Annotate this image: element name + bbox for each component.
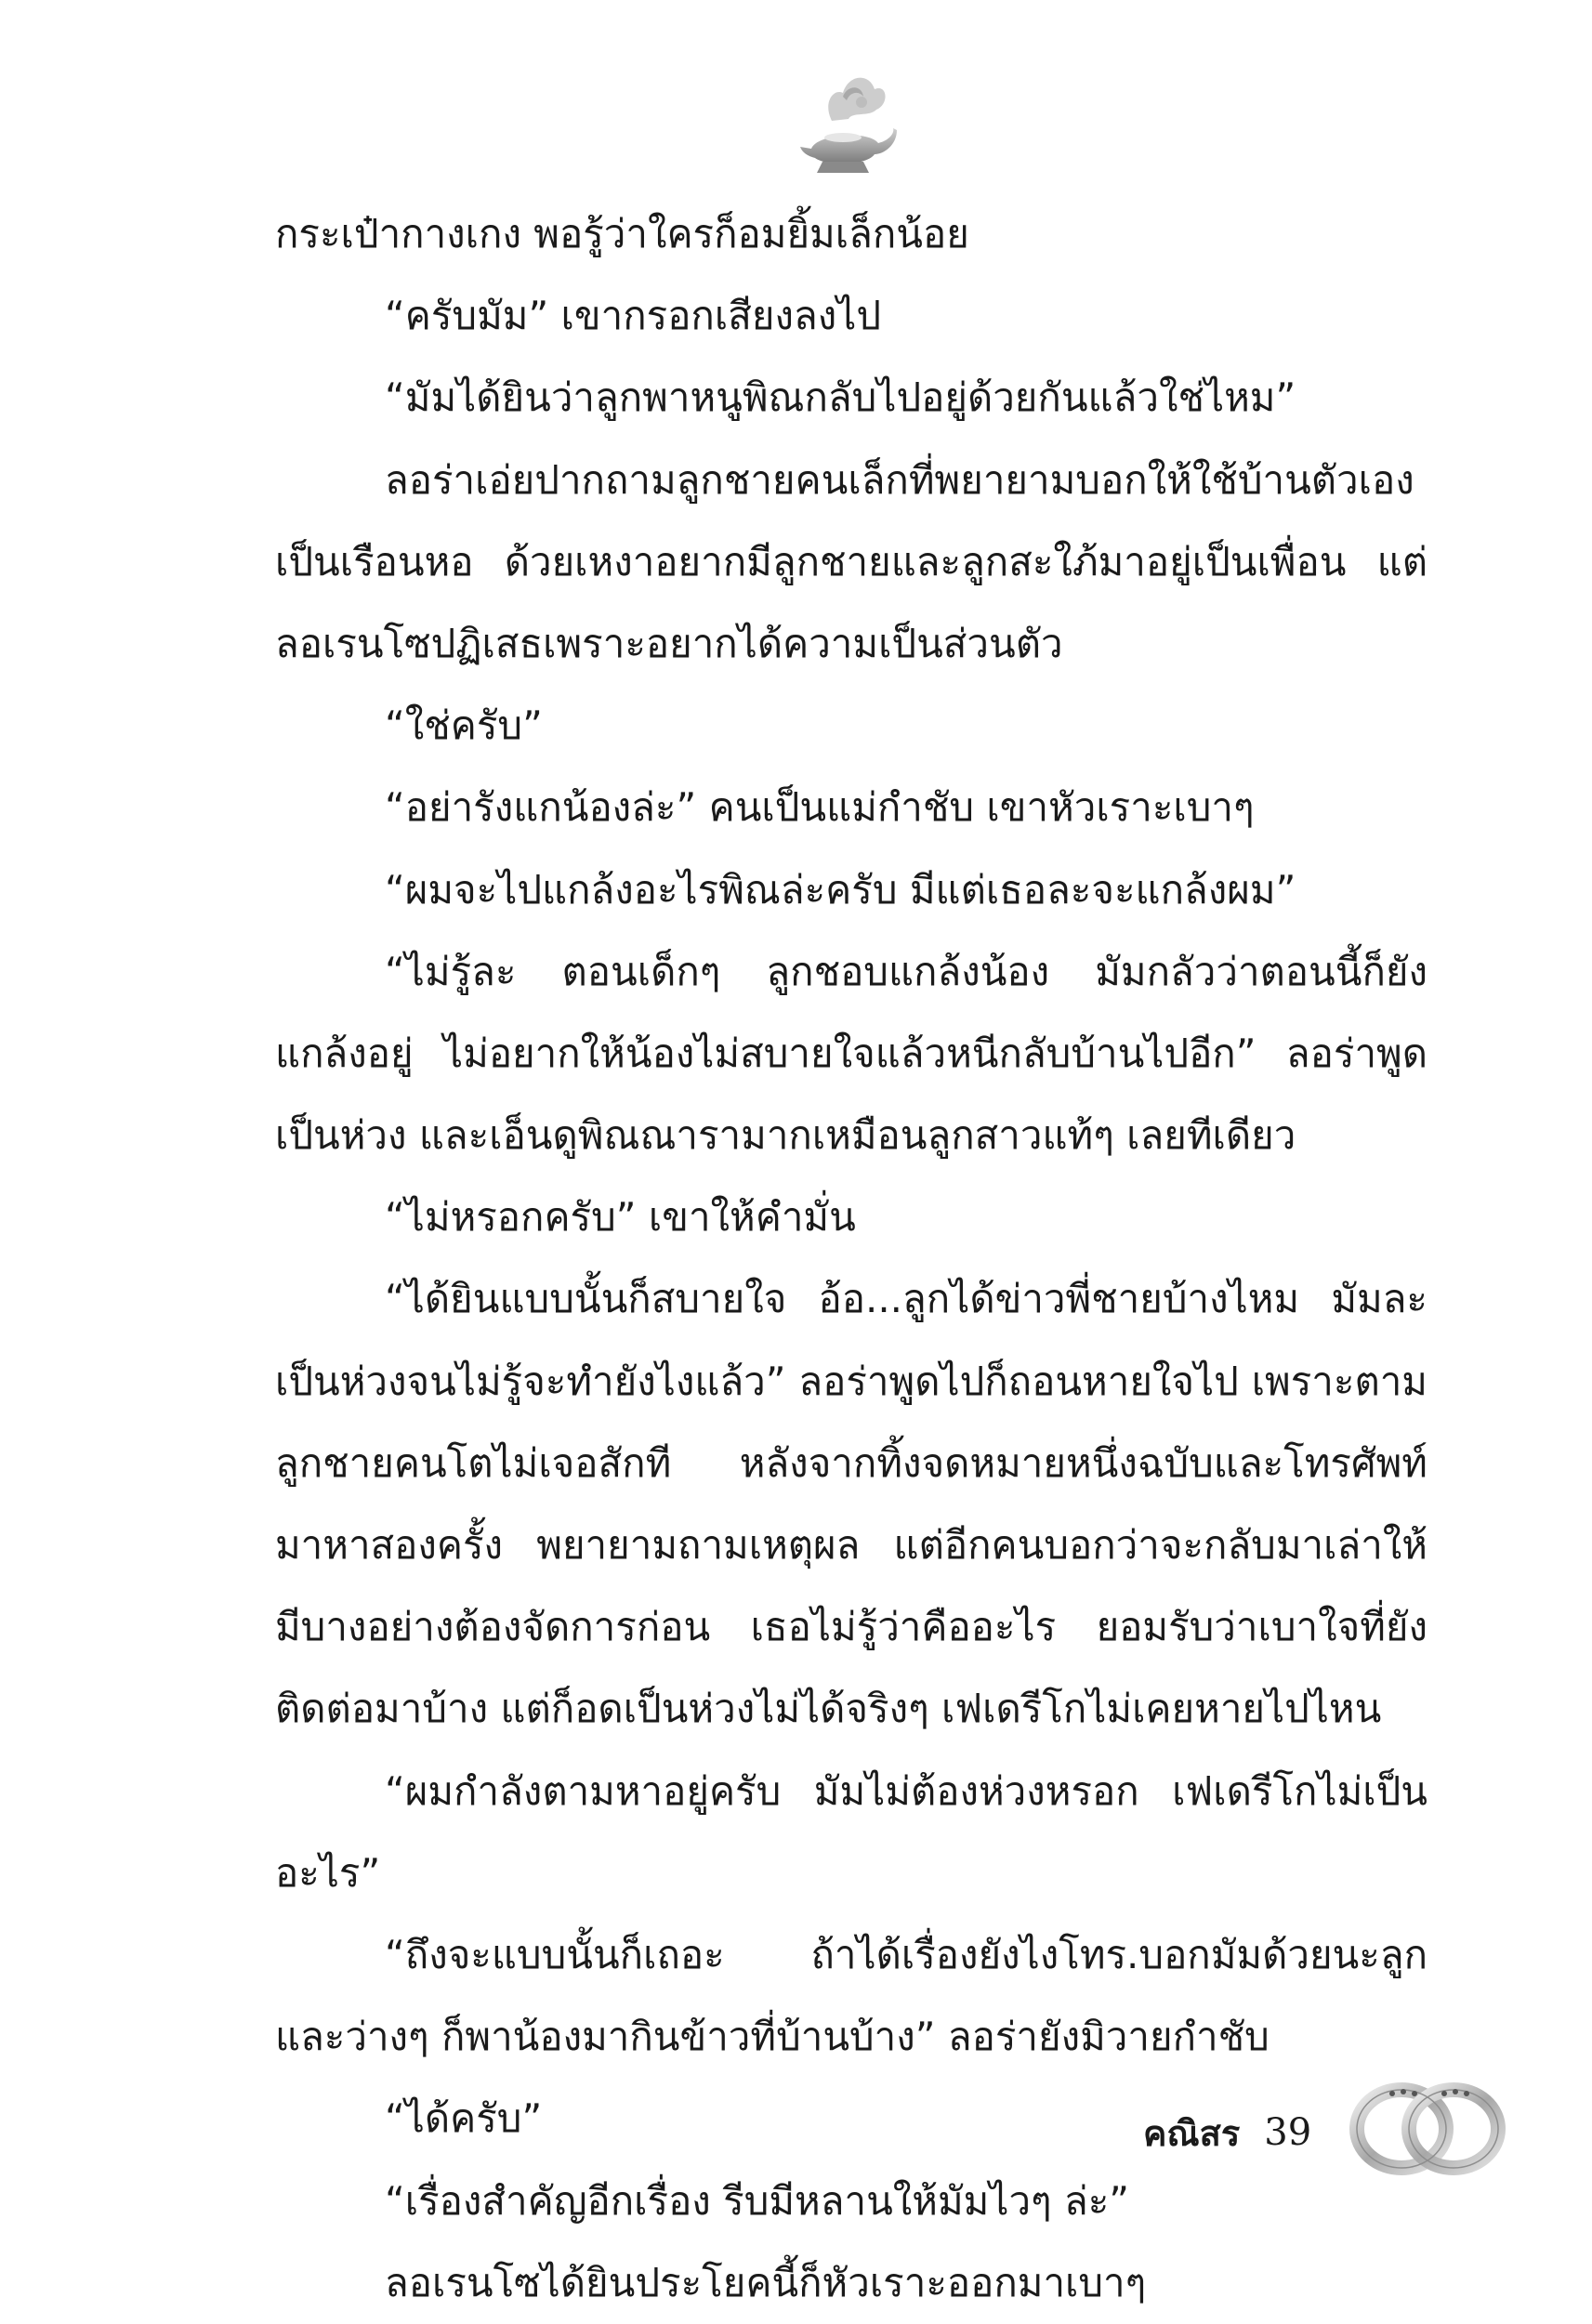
text-line: ลอร่าเอ่ยปากถามลูกชายคนเล็กที่พยายามบอกให้ใช้บ้านตัวเอง [385,456,1414,503]
text-line: เป็นห่วง และเอ็นดูพิณณารามากเหมือนลูกสาวแท้ๆ เลยทีเดียว [275,1112,1296,1159]
text-line: แกล้งอยู่ ไม่อยากให้น้องไม่สบายใจแล้วหนีกลับบ้านไปอีก” ลอร่าพูด [275,1030,1428,1076]
text-line: ลอเรนโซปฏิเสธเพราะอยากได้ความเป็นส่วนตัว [275,620,1063,666]
text-line: “มัมได้ยินว่าลูกพาหนูพิณกลับไปอยู่ด้วยกันแล้วใช่ไหม” [385,374,1296,421]
text-line: ลอเรนโซได้ยินประโยคนี้ก็หัวเราะออกมาเบาๆ [385,2259,1147,2305]
text-line: “ครับมัม” เขากรอกเสียงลงไป [385,293,881,339]
text-line: “ได้ยินแบบนั้นก็สบายใจ อ้อ...ลูกได้ข่าวพี่ชายบ้างไหม มัมละ [385,1276,1428,1322]
text-line: “ไม่หรอกครับ” เขาให้คำมั่น [385,1194,856,1241]
text-line: มีบางอย่างต้องจัดการก่อน เธอไม่รู้ว่าคืออะไร ยอมรับว่าเบาใจที่ยัง [275,1604,1428,1650]
text-line: “เรื่องสำคัญอีกเรื่อง รีบมีหลานให้มัมไวๆ ล่ะ” [385,2177,1130,2224]
wedding-rings-icon [1344,2068,1511,2188]
text-line: “ไม่รู้ละ ตอนเด็กๆ ลูกชอบแกล้งน้อง มัมกลัวว่าตอนนี้ก็ยัง [385,948,1428,994]
author-name: คณิสร [1143,2112,1241,2154]
text-line: อะไร” [275,1849,381,1896]
page-number: 39 [1264,2111,1312,2154]
text-line: มาหาสองครั้ง พยายามถามเหตุผล แต่อีกคนบอกว่าจะกลับมาเล่าให้ [275,1522,1428,1568]
text-line: “ใช่ครับ” [385,702,543,749]
text-line: ติดต่อมาบ้าง แต่ก็อดเป็นห่วงไม่ได้จริงๆ เฟเดรีโกไม่เคยหายไปไหน [275,1686,1382,1732]
text-line: “อย่ารังแกน้องล่ะ” คนเป็นแม่กำชับ เขาหัวเราะเบาๆ [385,784,1255,831]
text-line: กระเป๋ากางเกง พอรู้ว่าใครก็อมยิ้มเล็กน้อย [275,211,969,256]
text-line: และว่างๆ ก็พาน้องมากินข้าวที่บ้านบ้าง” ลอร่ายังมิวายกำชับ [275,2014,1270,2060]
genie-lamp-icon [795,65,897,186]
text-line: “ผมจะไปแกล้งอะไรพิณล่ะครับ มีแต่เธอละจะแกล้งผม” [385,866,1296,913]
page-footer [1143,2095,1311,2170]
text-line: ลูกชายคนโตไม่เจอสักที หลังจากทิ้งจดหมายหนึ่งฉบับและโทรศัพท์ [275,1439,1428,1486]
text-line: “ผมกำลังตามหาอยู่ครับ มัมไม่ต้องห่วงหรอก เฟเดรีโกไม่เป็น [385,1767,1428,1814]
story-text [275,193,1428,2324]
text-line: เป็นห่วงจนไม่รู้จะทำยังไงแล้ว” ลอร่าพูดไปก็ถอนหายใจไป เพราะตาม [275,1358,1428,1404]
text-line: “ถึงจะแบบนั้นก็เถอะ ถ้าได้เรื่องยังไงโทร.บอกมัมด้วยนะลูก [385,1931,1428,1977]
text-line: “ได้ครับ” [385,2095,543,2142]
text-line: เป็นเรือนหอ ด้วยเหงาอยากมีลูกชายและลูกสะใภ้มาอยู่เป็นเพื่อน แต่ [275,538,1428,584]
